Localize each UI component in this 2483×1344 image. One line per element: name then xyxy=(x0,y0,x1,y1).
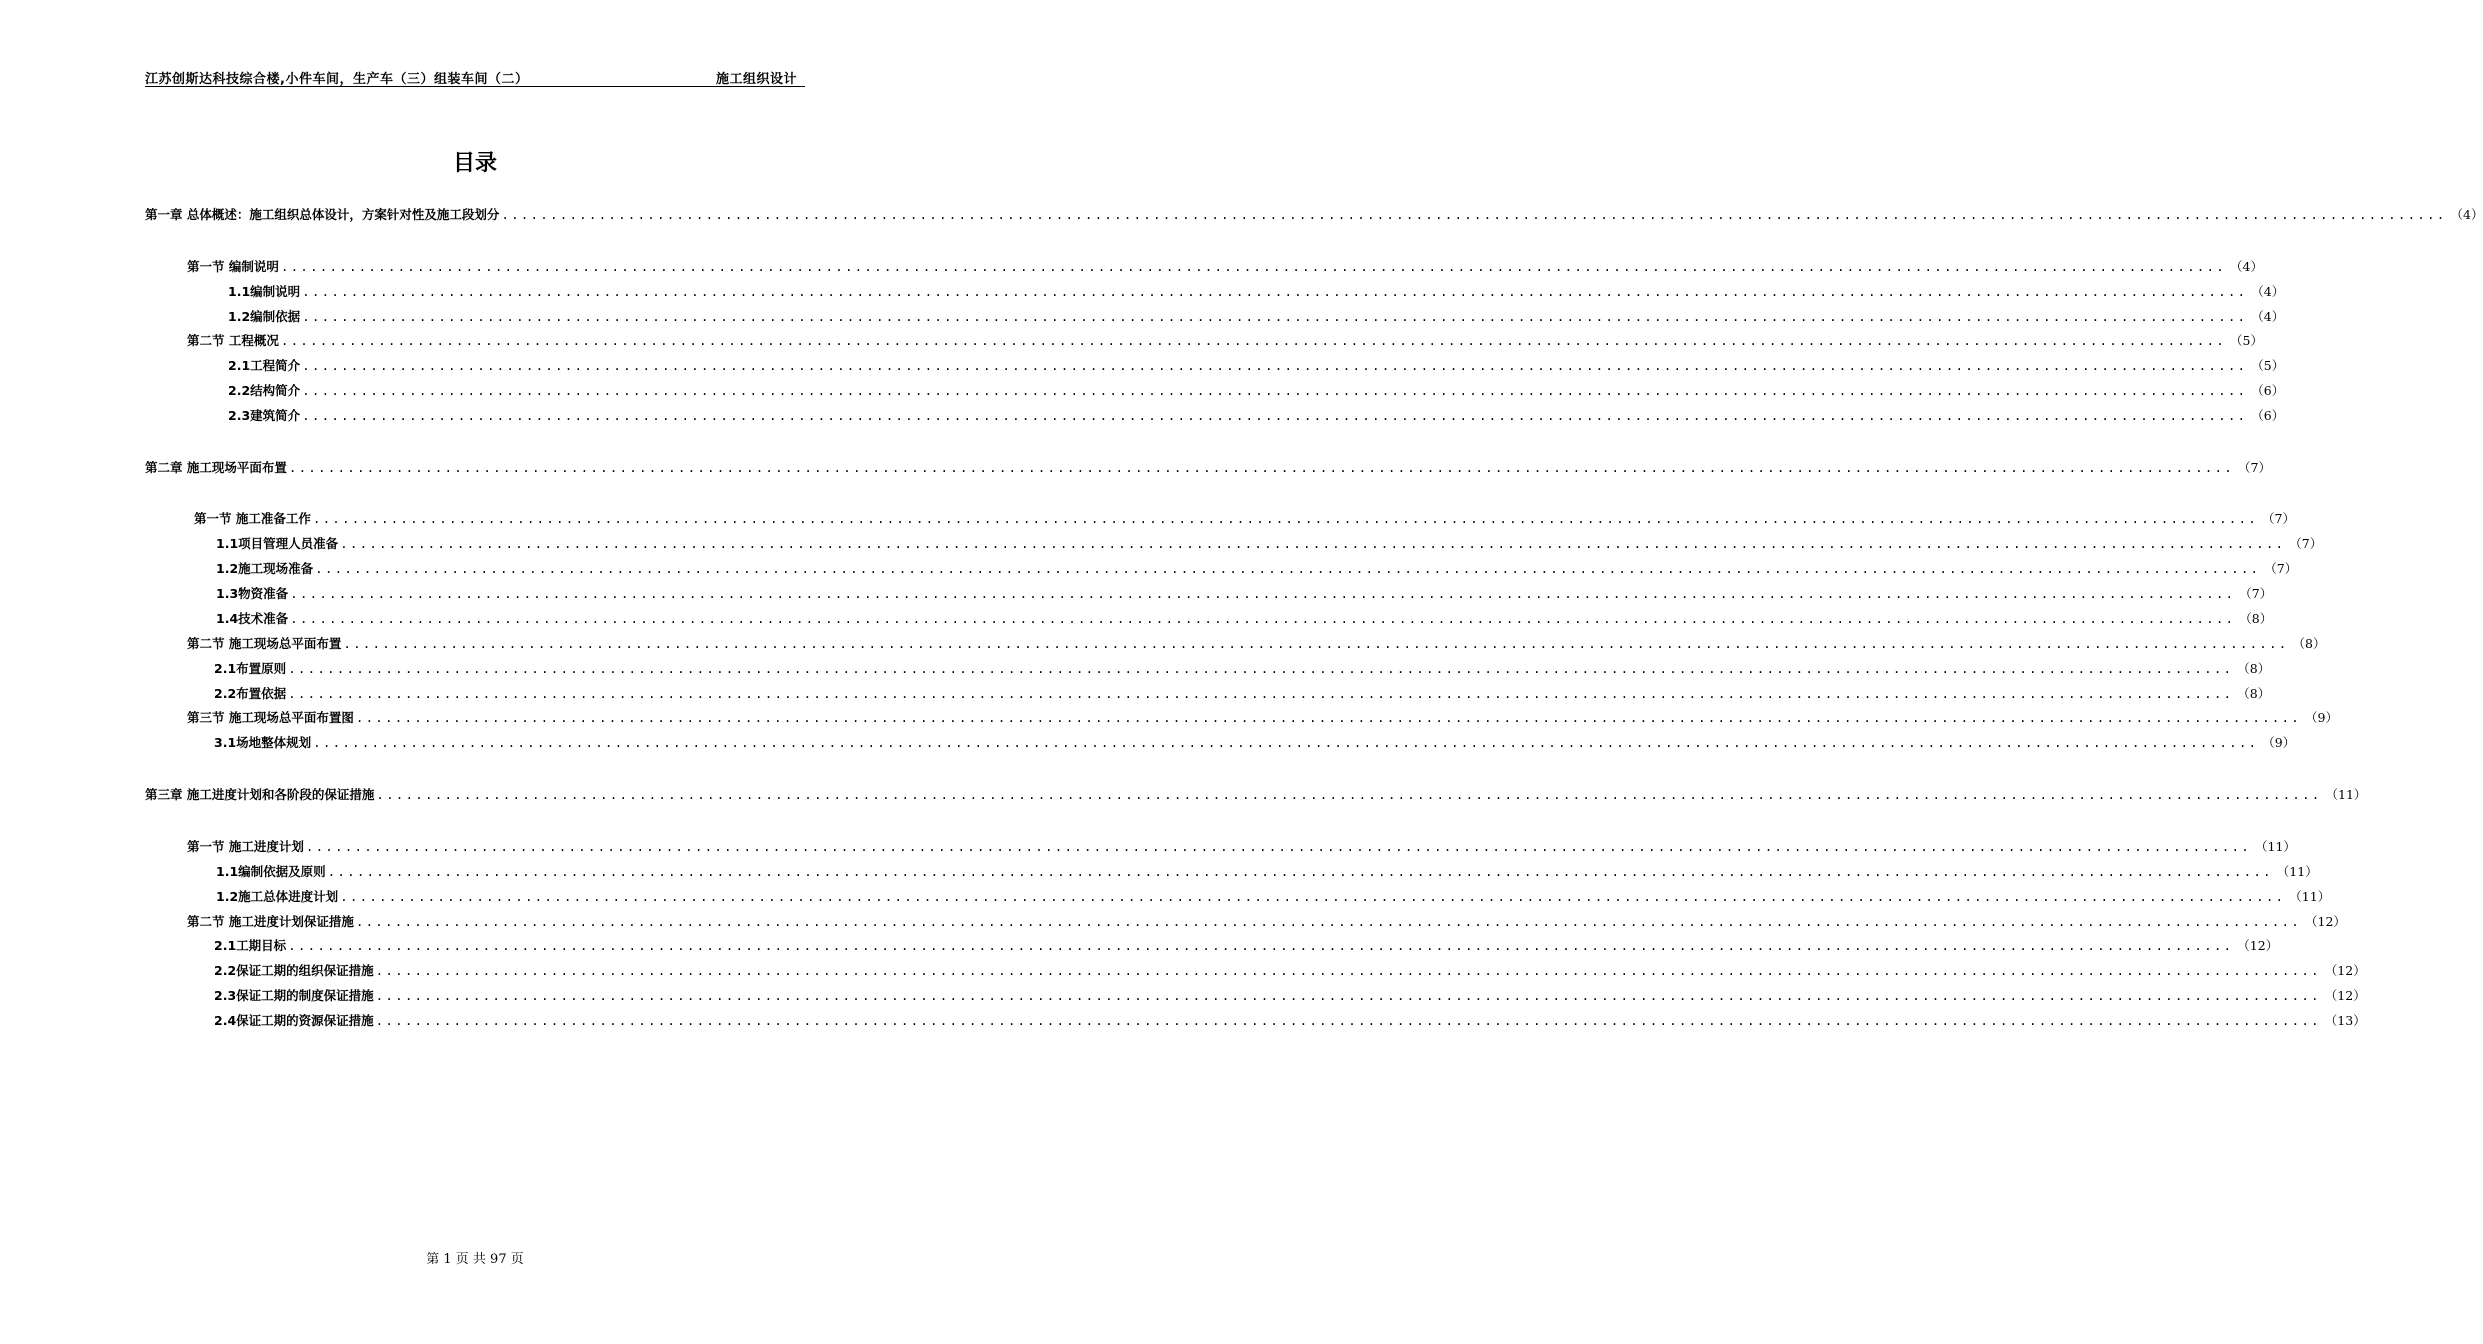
toc-entry-subsection[interactable]: 3.1场地整体规划 ........................................................................................................................................................................................................ （9） xyxy=(214,735,2296,750)
toc-entry-label: 1.2编制依据 xyxy=(228,309,301,324)
toc-entry-page: （4） xyxy=(2251,284,2285,299)
toc-entry-subsection[interactable]: 2.1工程简介 ........................................................................................................................................................................................................ （5） xyxy=(228,358,2285,373)
toc-entry-page: （5） xyxy=(2230,333,2263,348)
toc-entry-page: （13） xyxy=(2324,1013,2366,1028)
toc-entry-label: 2.1工程简介 xyxy=(228,358,301,373)
toc-entry-subsection[interactable]: 2.1工期目标 ........................................................................................................................................................................................................ （12） xyxy=(214,938,2279,953)
toc-entry-page: （11） xyxy=(2255,839,2296,854)
toc-entry-page: （8） xyxy=(2239,611,2273,626)
toc-entry-label: 2.4保证工期的资源保证措施 xyxy=(214,1013,374,1028)
toc-entry-label: 第一章 总体概述：施工组织总体设计，方案针对性及施工段划分 xyxy=(145,207,500,222)
toc-entry-subsection[interactable]: 2.2布置依据 ........................................................................................................................................................................................................ （8） xyxy=(214,686,2271,701)
toc-entry-page: （9） xyxy=(2305,710,2338,725)
toc-entry-subsection[interactable]: 1.2编制依据 ........................................................................................................................................................................................................ （4） xyxy=(228,309,2285,324)
toc-entry-subsection[interactable]: 1.1项目管理人员准备 ........................................................................................................................................................................................................ （7） xyxy=(216,536,2323,551)
toc-entry-section[interactable]: 第二节 工程概况 ........................................................................................................................................................................................................ （5） xyxy=(187,333,2263,348)
toc-entry-chapter[interactable]: 第一章 总体概述：施工组织总体设计，方案针对性及施工段划分 ........................................................................................................................................................................................................ （4） xyxy=(145,207,2483,222)
toc-entry-label: 第二节 施工现场总平面布置 xyxy=(187,636,342,651)
toc-entry-section[interactable]: 第一节 编制说明 ........................................................................................................................................................................................................ （4） xyxy=(187,259,2263,274)
toc-entry-label: 2.3建筑简介 xyxy=(228,408,301,423)
toc-entry-page: （7） xyxy=(2238,460,2271,475)
toc-entry-subsection[interactable]: 2.2结构简介 ........................................................................................................................................................................................................ （6） xyxy=(228,383,2285,398)
toc-entry-subsection[interactable]: 1.2施工总体进度计划 ........................................................................................................................................................................................................ （11） xyxy=(216,889,2331,904)
toc-entry-section[interactable]: 第三节 施工现场总平面布置图 ........................................................................................................................................................................................................ （9） xyxy=(187,710,2338,725)
toc-entry-page: （7） xyxy=(2289,536,2323,551)
toc-entry-label: 第一节 施工准备工作 xyxy=(194,511,311,526)
toc-entry-page: （12） xyxy=(2324,988,2366,1003)
toc-entry-subsection[interactable]: 2.4保证工期的资源保证措施 ........................................................................................................................................................................................................ （13） xyxy=(214,1013,2366,1028)
toc-entry-label: 2.2布置依据 xyxy=(214,686,287,701)
toc-entry-subsection[interactable]: 2.3保证工期的制度保证措施 ........................................................................................................................................................................................................ （12） xyxy=(214,988,2366,1003)
toc-entry-label: 第二章 施工现场平面布置 xyxy=(145,460,287,475)
toc-entry-subsection[interactable]: 2.1布置原则 ........................................................................................................................................................................................................ （8） xyxy=(214,661,2271,676)
toc-entry-page: （4） xyxy=(2230,259,2263,274)
toc-entry-subsection[interactable]: 2.3建筑简介 ........................................................................................................................................................................................................ （6） xyxy=(228,408,2285,423)
toc-entry-page: （6） xyxy=(2251,408,2285,423)
toc-entry-subsection[interactable]: 2.2保证工期的组织保证措施 ........................................................................................................................................................................................................ （12） xyxy=(214,963,2366,978)
toc-entry-page: （12） xyxy=(2324,963,2366,978)
toc-entry-label: 2.1布置原则 xyxy=(214,661,287,676)
toc-entry-page: （8） xyxy=(2292,636,2326,651)
toc-entry-page: （7） xyxy=(2264,561,2298,576)
header-document-type: 施工组织设计 xyxy=(715,72,797,87)
toc-entry-label: 2.2结构简介 xyxy=(228,383,301,398)
toc-entry-label: 第二节 工程概况 xyxy=(187,333,279,348)
toc-entry-page: （4） xyxy=(2251,309,2285,324)
toc-entry-subsection[interactable]: 1.1编制依据及原则 ........................................................................................................................................................................................................ （11） xyxy=(216,864,2318,879)
toc-entry-label: 1.2施工现场准备 xyxy=(216,561,314,576)
toc-entry-label: 3.1场地整体规划 xyxy=(214,735,312,750)
toc-entry-label: 第二节 施工进度计划保证措施 xyxy=(187,914,354,929)
toc-entry-label: 1.4技术准备 xyxy=(216,611,289,626)
toc-entry-page: （8） xyxy=(2237,686,2271,701)
toc-entry-subsection[interactable]: 1.1编制说明 ........................................................................................................................................................................................................ （4） xyxy=(228,284,2285,299)
toc-entry-label: 第一节 编制说明 xyxy=(187,259,279,274)
toc-entry-page: （4） xyxy=(2450,207,2483,222)
toc-entry-page: （8） xyxy=(2237,661,2271,676)
toc-entry-page: （9） xyxy=(2262,735,2296,750)
toc-entry-label: 第一节 施工进度计划 xyxy=(187,839,304,854)
toc-entry-label: 1.1编制说明 xyxy=(228,284,301,299)
toc-entry-label: 第三章 施工进度计划和各阶段的保证措施 xyxy=(145,787,375,802)
toc-entry-page: （7） xyxy=(2239,586,2273,601)
toc-entry-label: 1.2施工总体进度计划 xyxy=(216,889,339,904)
toc-entry-page: （12） xyxy=(2305,914,2346,929)
page-header xyxy=(145,66,805,87)
toc-entry-page: （12） xyxy=(2237,938,2279,953)
header-project-title: 江苏创斯达科技综合楼,小件车间，生产车（三）组装车间（二） xyxy=(145,72,529,87)
toc-entry-label: 1.1编制依据及原则 xyxy=(216,864,326,879)
toc-entry-section[interactable]: 第二节 施工进度计划保证措施 ........................................................................................................................................................................................................ （12） xyxy=(187,914,2346,929)
toc-entry-page: （11） xyxy=(2325,787,2367,802)
toc-entry-label: 1.1项目管理人员准备 xyxy=(216,536,339,551)
toc-entry-label: 2.2保证工期的组织保证措施 xyxy=(214,963,374,978)
toc-entry-chapter[interactable]: 第三章 施工进度计划和各阶段的保证措施 ........................................................................................................................................................................................................ （11） xyxy=(145,787,2367,802)
toc-entry-page: （11） xyxy=(2276,864,2318,879)
toc-entry-chapter[interactable]: 第二章 施工现场平面布置 ........................................................................................................................................................................................................ （7） xyxy=(145,460,2271,475)
page-footer: 第 1 页 共 97 页 xyxy=(426,1252,524,1267)
toc-entry-subsection[interactable]: 1.4技术准备 ........................................................................................................................................................................................................ （8） xyxy=(216,611,2273,626)
toc-entry-label: 1.3物资准备 xyxy=(216,586,289,601)
toc-entry-section[interactable]: 第一节 施工进度计划 ........................................................................................................................................................................................................ （11） xyxy=(187,839,2296,854)
toc-entry-page: （6） xyxy=(2251,383,2285,398)
toc-entry-label: 第三节 施工现场总平面布置图 xyxy=(187,710,354,725)
toc-entry-section[interactable]: 第二节 施工现场总平面布置 ........................................................................................................................................................................................................ （8） xyxy=(187,636,2326,651)
toc-entry-label: 2.3保证工期的制度保证措施 xyxy=(214,988,374,1003)
toc-entry-subsection[interactable]: 1.2施工现场准备 ........................................................................................................................................................................................................ （7） xyxy=(216,561,2298,576)
toc-entry-section[interactable]: 第一节 施工准备工作 ........................................................................................................................................................................................................ （7） xyxy=(194,511,2295,526)
toc-entry-page: （11） xyxy=(2289,889,2331,904)
toc-entry-subsection[interactable]: 1.3物资准备 ........................................................................................................................................................................................................ （7） xyxy=(216,586,2273,601)
toc-entry-page: （5） xyxy=(2251,358,2285,373)
toc-entry-page: （7） xyxy=(2262,511,2295,526)
toc-title: 目录 xyxy=(452,151,497,176)
toc-entry-label: 2.1工期目标 xyxy=(214,938,287,953)
